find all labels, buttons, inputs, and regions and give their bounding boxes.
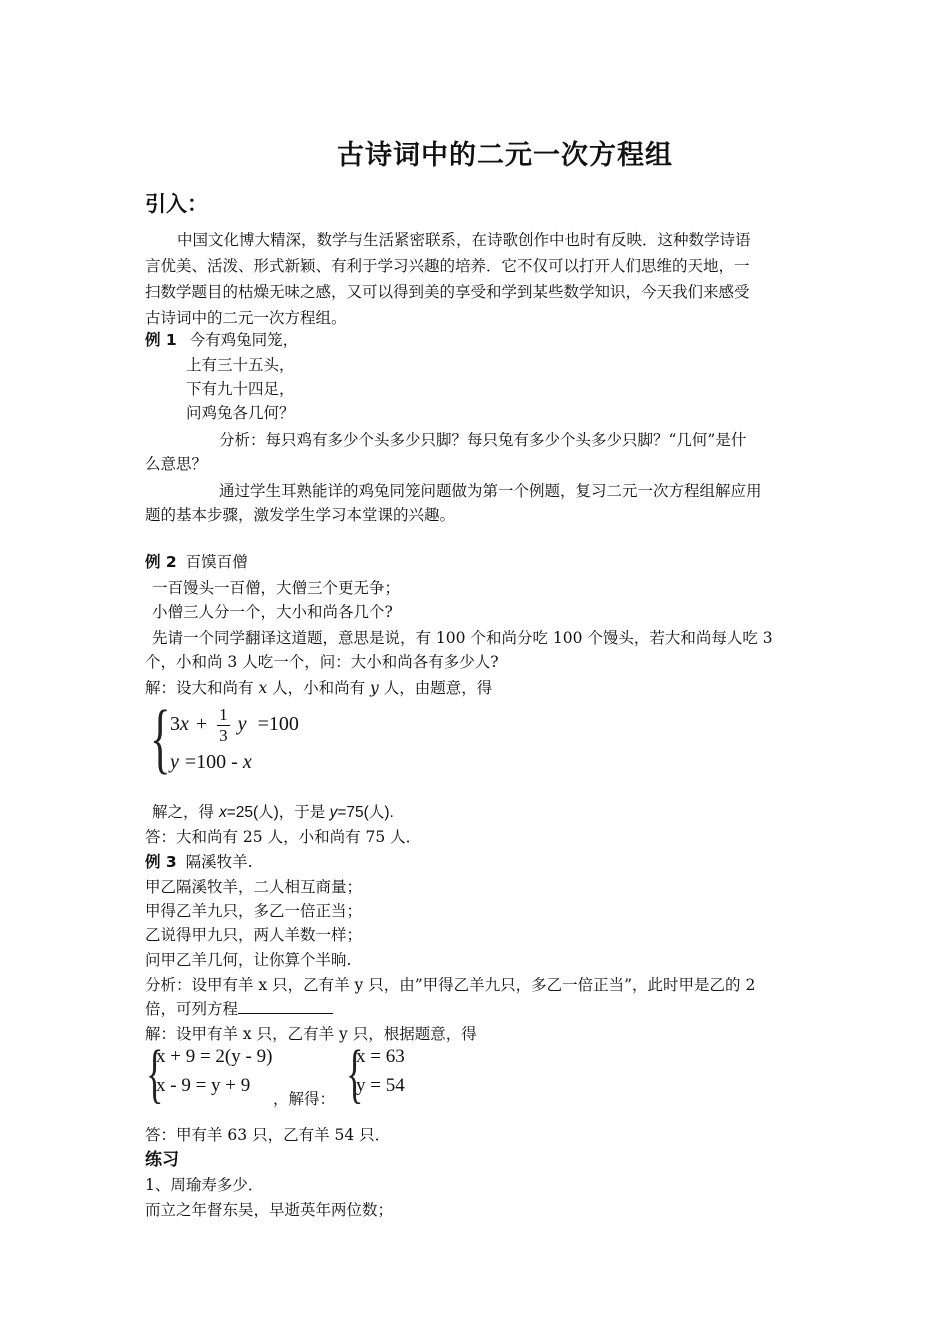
- example2-label: 例 2: [145, 553, 177, 571]
- example3-solution-intro: 解：设甲有羊 x 只，乙有羊 y 只，根据题意，得: [145, 1025, 477, 1043]
- intro-line-4: 古诗词中的二元一次方程组。: [145, 309, 347, 327]
- example3-poem-line-2: 甲得乙羊九只，多乙一倍正当；: [145, 902, 363, 920]
- example2-translate-line-2: 个，小和尚 3 人吃一个，问：大小和尚各有多少人?: [145, 653, 499, 671]
- example1-label: 例 1: [145, 331, 177, 349]
- example1-poem-line-2: 上有三十五头，: [186, 356, 295, 374]
- practice-item-1-line: 而立之年督东吴，早逝英年两位数；: [145, 1201, 394, 1219]
- example1-header: [145, 328, 298, 352]
- answer-blank[interactable]: [238, 997, 333, 1014]
- example2-equation-2: y =100 - x: [170, 751, 252, 773]
- example1-note-line-2: 题的基本步骤，激发学生学习本堂课的兴趣。: [145, 506, 456, 524]
- example2-name: 百馍百僧: [185, 553, 248, 571]
- left-brace-icon: {: [150, 694, 171, 781]
- example1-poem-line-3: 下有九十四足，: [186, 380, 295, 398]
- left-brace-icon: {: [346, 1037, 364, 1110]
- example1-note-line-1: 通过学生耳熟能详的鸡兔同笼问题做为第一个例题，复习二元一次方程组解应用: [219, 482, 762, 500]
- example3-header: [145, 850, 253, 874]
- intro-line-3: 扫数学题目的枯燥无味之感，又可以得到美的享受和学到某些数学知识，今天我们来感受: [145, 283, 750, 301]
- example3-label: 例 3: [145, 853, 177, 871]
- example2-translate-line-1: 先请一个同学翻译这道题，意思是说，有 100 个和尚分吃 100 个馒头，若大和尚每人吃 3: [152, 629, 773, 647]
- example2-result: 解之，得 x=25(人)，于是 y=75(人).: [152, 803, 394, 821]
- left-brace-icon: {: [146, 1037, 164, 1110]
- example3-solved-label: ，解得：: [273, 1090, 336, 1108]
- example2-header: [145, 550, 248, 574]
- practice-item-1: 1、周瑜寿多少．: [145, 1176, 264, 1194]
- example3-poem-line-4: 问甲乙羊几何，让你算个半晌.: [145, 951, 352, 969]
- example3-answer: 答：甲有羊 63 只，乙有羊 54 只．: [145, 1126, 391, 1144]
- example1-poem-line-1: 今有鸡兔同笼，: [189, 331, 299, 349]
- example2-solution-intro: 解：设大和尚有 x 人，小和尚有 y 人，由题意，得: [145, 679, 493, 697]
- example3-analysis-line-1: 分析：设甲有羊 x 只，乙有羊 y 只，由”甲得乙羊九只，多乙一倍正当”，此时甲是乙的 2: [145, 976, 756, 994]
- example3-system-1-eq-2: x - 9 = y + 9: [156, 1075, 251, 1096]
- intro-heading: 引入：: [145, 192, 208, 216]
- example1-analysis-line-2: 么意思？: [145, 455, 208, 473]
- example1-poem-line-4: 问鸡兔各几何？: [186, 404, 295, 422]
- fraction-one-third: $\frac{1}{3}$: [219, 705, 228, 745]
- example3-poem-line-3: 乙说得甲九只，两人羊数一样；: [145, 926, 363, 944]
- example2-poem-line-2: 小僧三人分一个，大小和尚各几个?: [152, 603, 393, 621]
- page-title: 古诗词中的二元一次方程组: [337, 140, 673, 171]
- example3-name: 隔溪牧羊.: [185, 853, 253, 871]
- example3-system-1-eq-1: x + 9 = 2(y - 9): [156, 1046, 273, 1067]
- intro-line-2: 言优美、活泼、形式新颖、有利于学习兴趣的培养．它不仅可以打开人们思维的天地，一: [145, 257, 750, 275]
- example1-analysis-line-1: 分析：每只鸡有多少个头多少只脚？每只兔有多少个头多少只脚？“几何”是什: [219, 431, 747, 449]
- example3-poem-line-1: 甲乙隔溪牧羊，二人相互商量；: [145, 878, 363, 896]
- example2-answer: 答：大和尚有 25 人，小和尚有 75 人．: [145, 828, 422, 846]
- example3-system-2-eq-2: y = 54: [356, 1075, 405, 1096]
- practice-heading: 练习: [145, 1150, 179, 1170]
- intro-line-1: 中国文化博大精深，数学与生活紧密联系，在诗歌创作中也时有反映．这种数学诗语: [177, 231, 751, 249]
- example2-poem-line-1: 一百馒头一百僧，大僧三个更无争；: [152, 579, 401, 597]
- example3-analysis-line-2: 倍，可列方程: [145, 997, 333, 1021]
- example2-equation-1: 3x + $\frac{1}{3}$ y =100: [170, 705, 299, 745]
- example3-system-2-eq-1: x = 63: [356, 1046, 405, 1067]
